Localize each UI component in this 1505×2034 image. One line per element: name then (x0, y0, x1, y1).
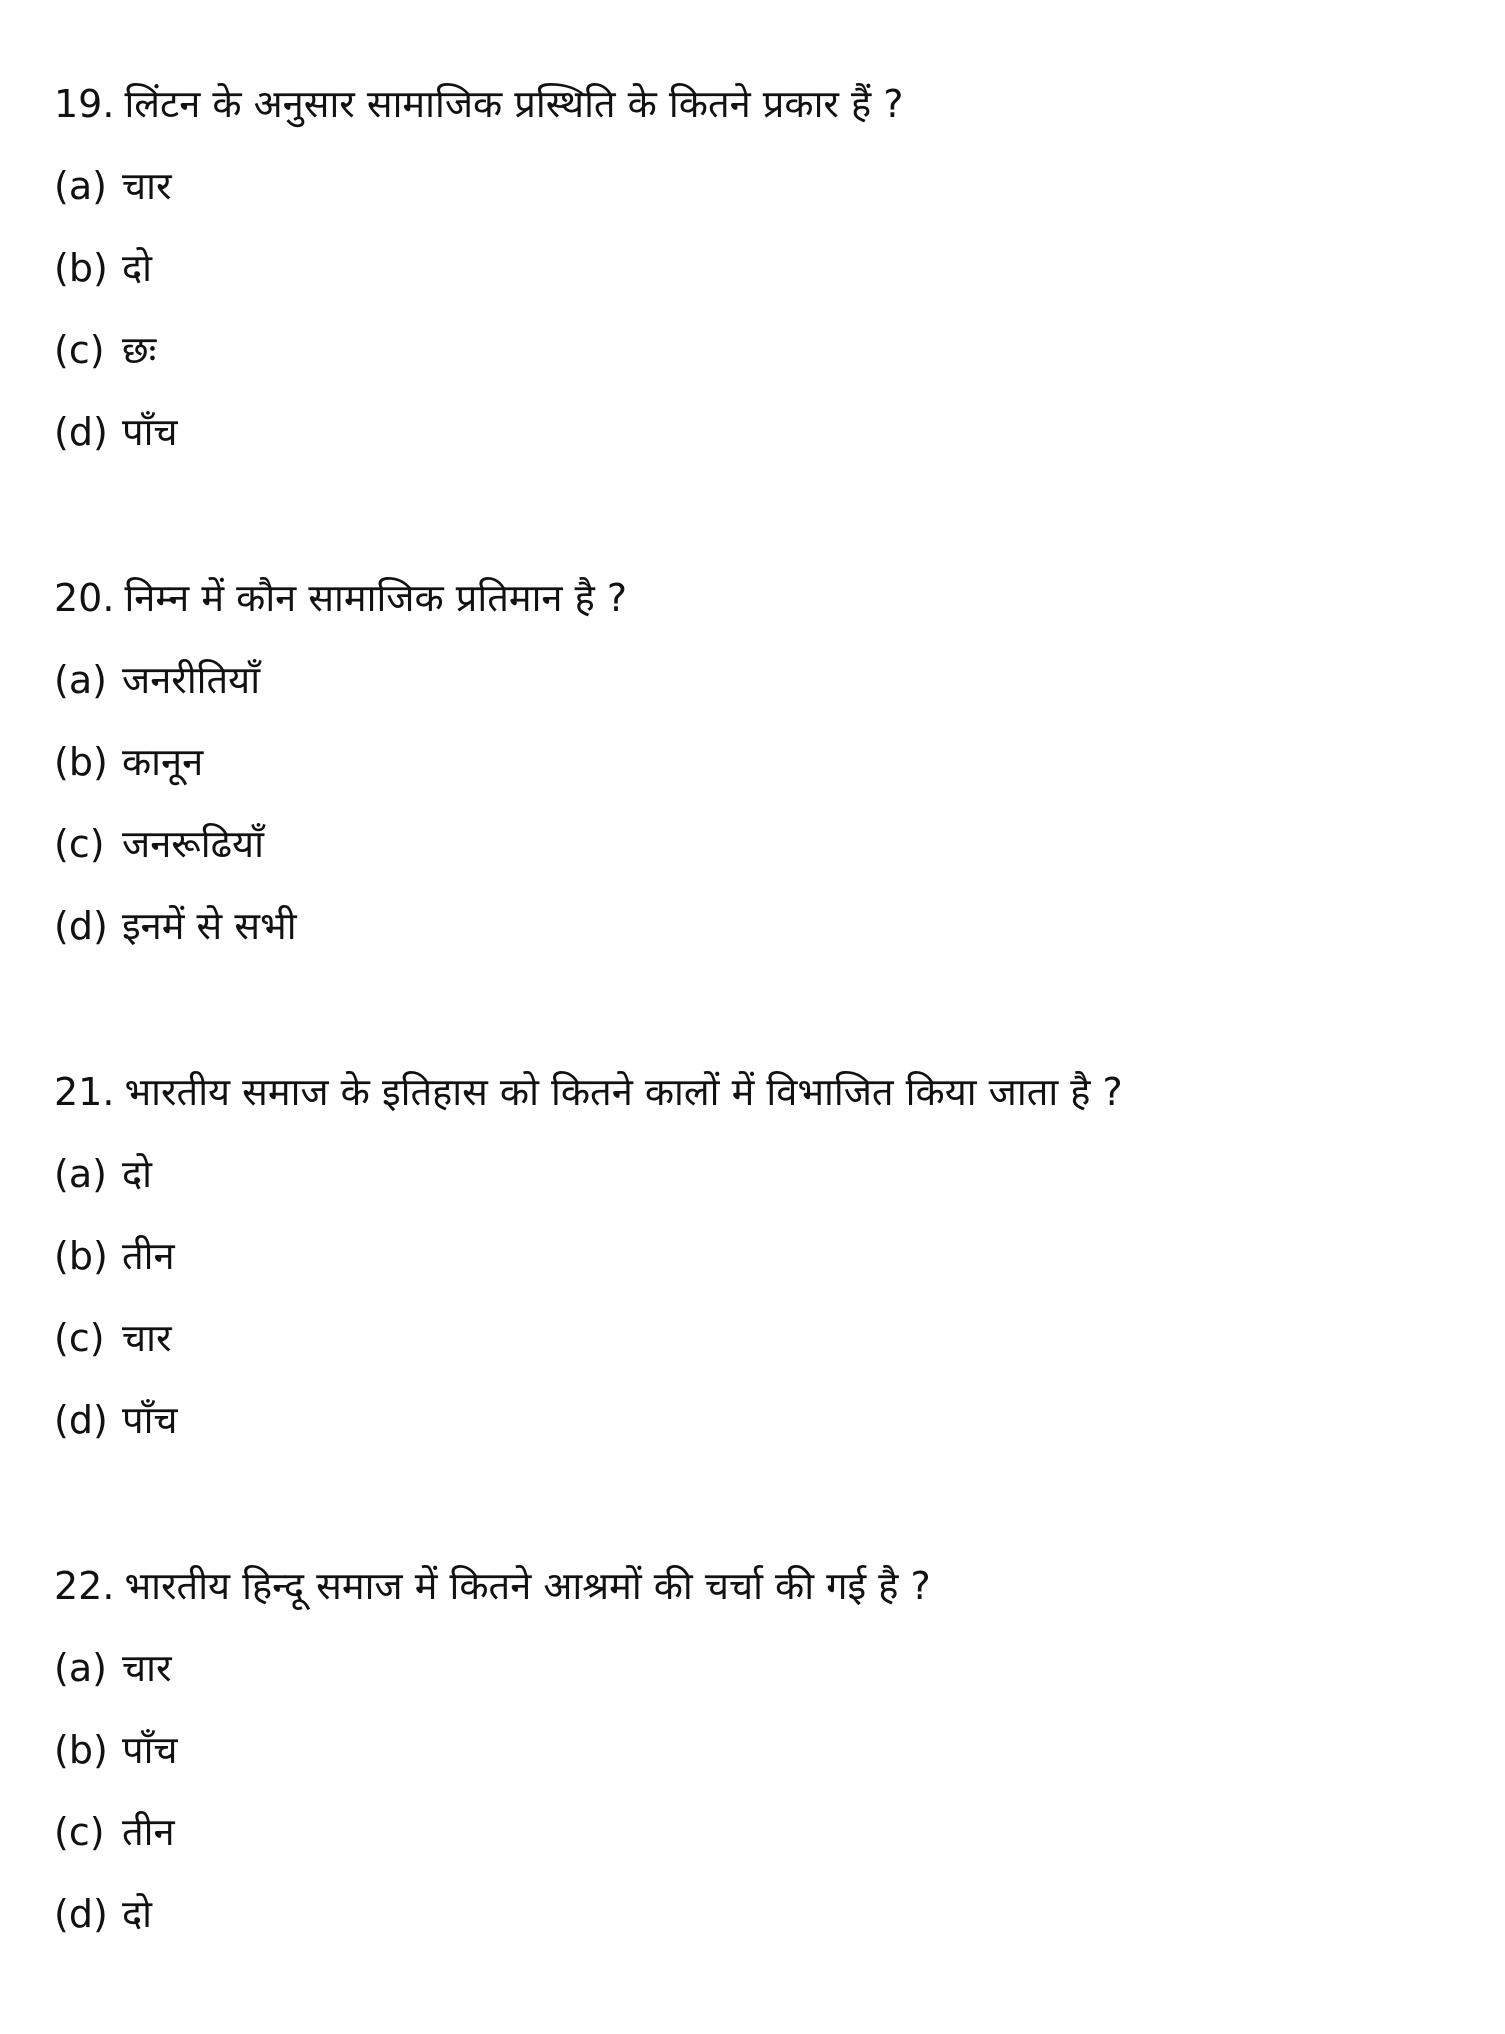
option-label: (b) (54, 1728, 108, 1772)
question-text-line (54, 74, 1454, 134)
option-text: चार (122, 1646, 172, 1690)
question-text: भारतीय हिन्दू समाज में कितने आश्रमों की चर्चा की गई है ? (124, 1564, 931, 1608)
option-a (54, 650, 1454, 710)
option-c (54, 320, 1454, 380)
option-label: (c) (54, 1810, 105, 1854)
option-text: कानून (122, 740, 204, 784)
option-d (54, 896, 1454, 956)
option-label: (c) (54, 328, 105, 372)
option-text: जनरूढियाँ (122, 822, 264, 866)
option-text: इनमें से सभी (122, 904, 297, 948)
question-19 (54, 74, 1454, 462)
option-text: पाँच (122, 1728, 178, 1772)
question-text: भारतीय समाज के इतिहास को कितने कालों में विभाजित किया जाता है ? (124, 1070, 1123, 1114)
option-label: (a) (54, 658, 107, 702)
option-label: (d) (54, 1398, 108, 1442)
option-d (54, 1390, 1454, 1450)
option-text: पाँच (122, 410, 178, 454)
option-label: (d) (54, 904, 108, 948)
option-a (54, 1144, 1454, 1204)
options-list (54, 156, 1454, 462)
question-22 (54, 1556, 1454, 1944)
option-b (54, 238, 1454, 298)
question-text-line (54, 568, 1454, 628)
option-label: (c) (54, 1316, 105, 1360)
question-number: 21. (54, 1070, 115, 1114)
option-text: दो (122, 1152, 153, 1196)
question-number: 20. (54, 576, 115, 620)
option-c (54, 1308, 1454, 1368)
question-text-line (54, 1062, 1454, 1122)
option-b (54, 1226, 1454, 1286)
option-text: चार (122, 1316, 172, 1360)
options-list (54, 1144, 1454, 1450)
option-text: चार (122, 164, 172, 208)
question-number: 19. (54, 82, 115, 126)
options-list (54, 1638, 1454, 1944)
option-label: (b) (54, 1234, 108, 1278)
option-text: तीन (122, 1810, 175, 1854)
option-d (54, 402, 1454, 462)
option-d (54, 1884, 1454, 1944)
option-a (54, 1638, 1454, 1698)
question-text: लिंटन के अनुसार सामाजिक प्रस्थिति के कितने प्रकार हैं ? (124, 82, 904, 126)
option-c (54, 1802, 1454, 1862)
option-b (54, 1720, 1454, 1780)
question-text-line (54, 1556, 1454, 1616)
option-b (54, 732, 1454, 792)
option-label: (a) (54, 1646, 107, 1690)
question-text: निम्न में कौन सामाजिक प्रतिमान है ? (124, 576, 628, 620)
option-a (54, 156, 1454, 216)
option-text: तीन (122, 1234, 175, 1278)
option-text: छः (122, 328, 157, 372)
option-label: (a) (54, 1152, 107, 1196)
question-number: 22. (54, 1564, 115, 1608)
question-20 (54, 568, 1454, 956)
option-text: पाँच (122, 1398, 178, 1442)
option-label: (a) (54, 164, 107, 208)
options-list (54, 650, 1454, 956)
option-label: (c) (54, 822, 105, 866)
question-21 (54, 1062, 1454, 1450)
option-label: (d) (54, 410, 108, 454)
option-text: जनरीतियाँ (122, 658, 261, 702)
option-text: दो (122, 246, 153, 290)
option-label: (b) (54, 246, 108, 290)
option-label: (d) (54, 1892, 108, 1936)
option-c (54, 814, 1454, 874)
option-label: (b) (54, 740, 108, 784)
option-text: दो (122, 1892, 153, 1936)
